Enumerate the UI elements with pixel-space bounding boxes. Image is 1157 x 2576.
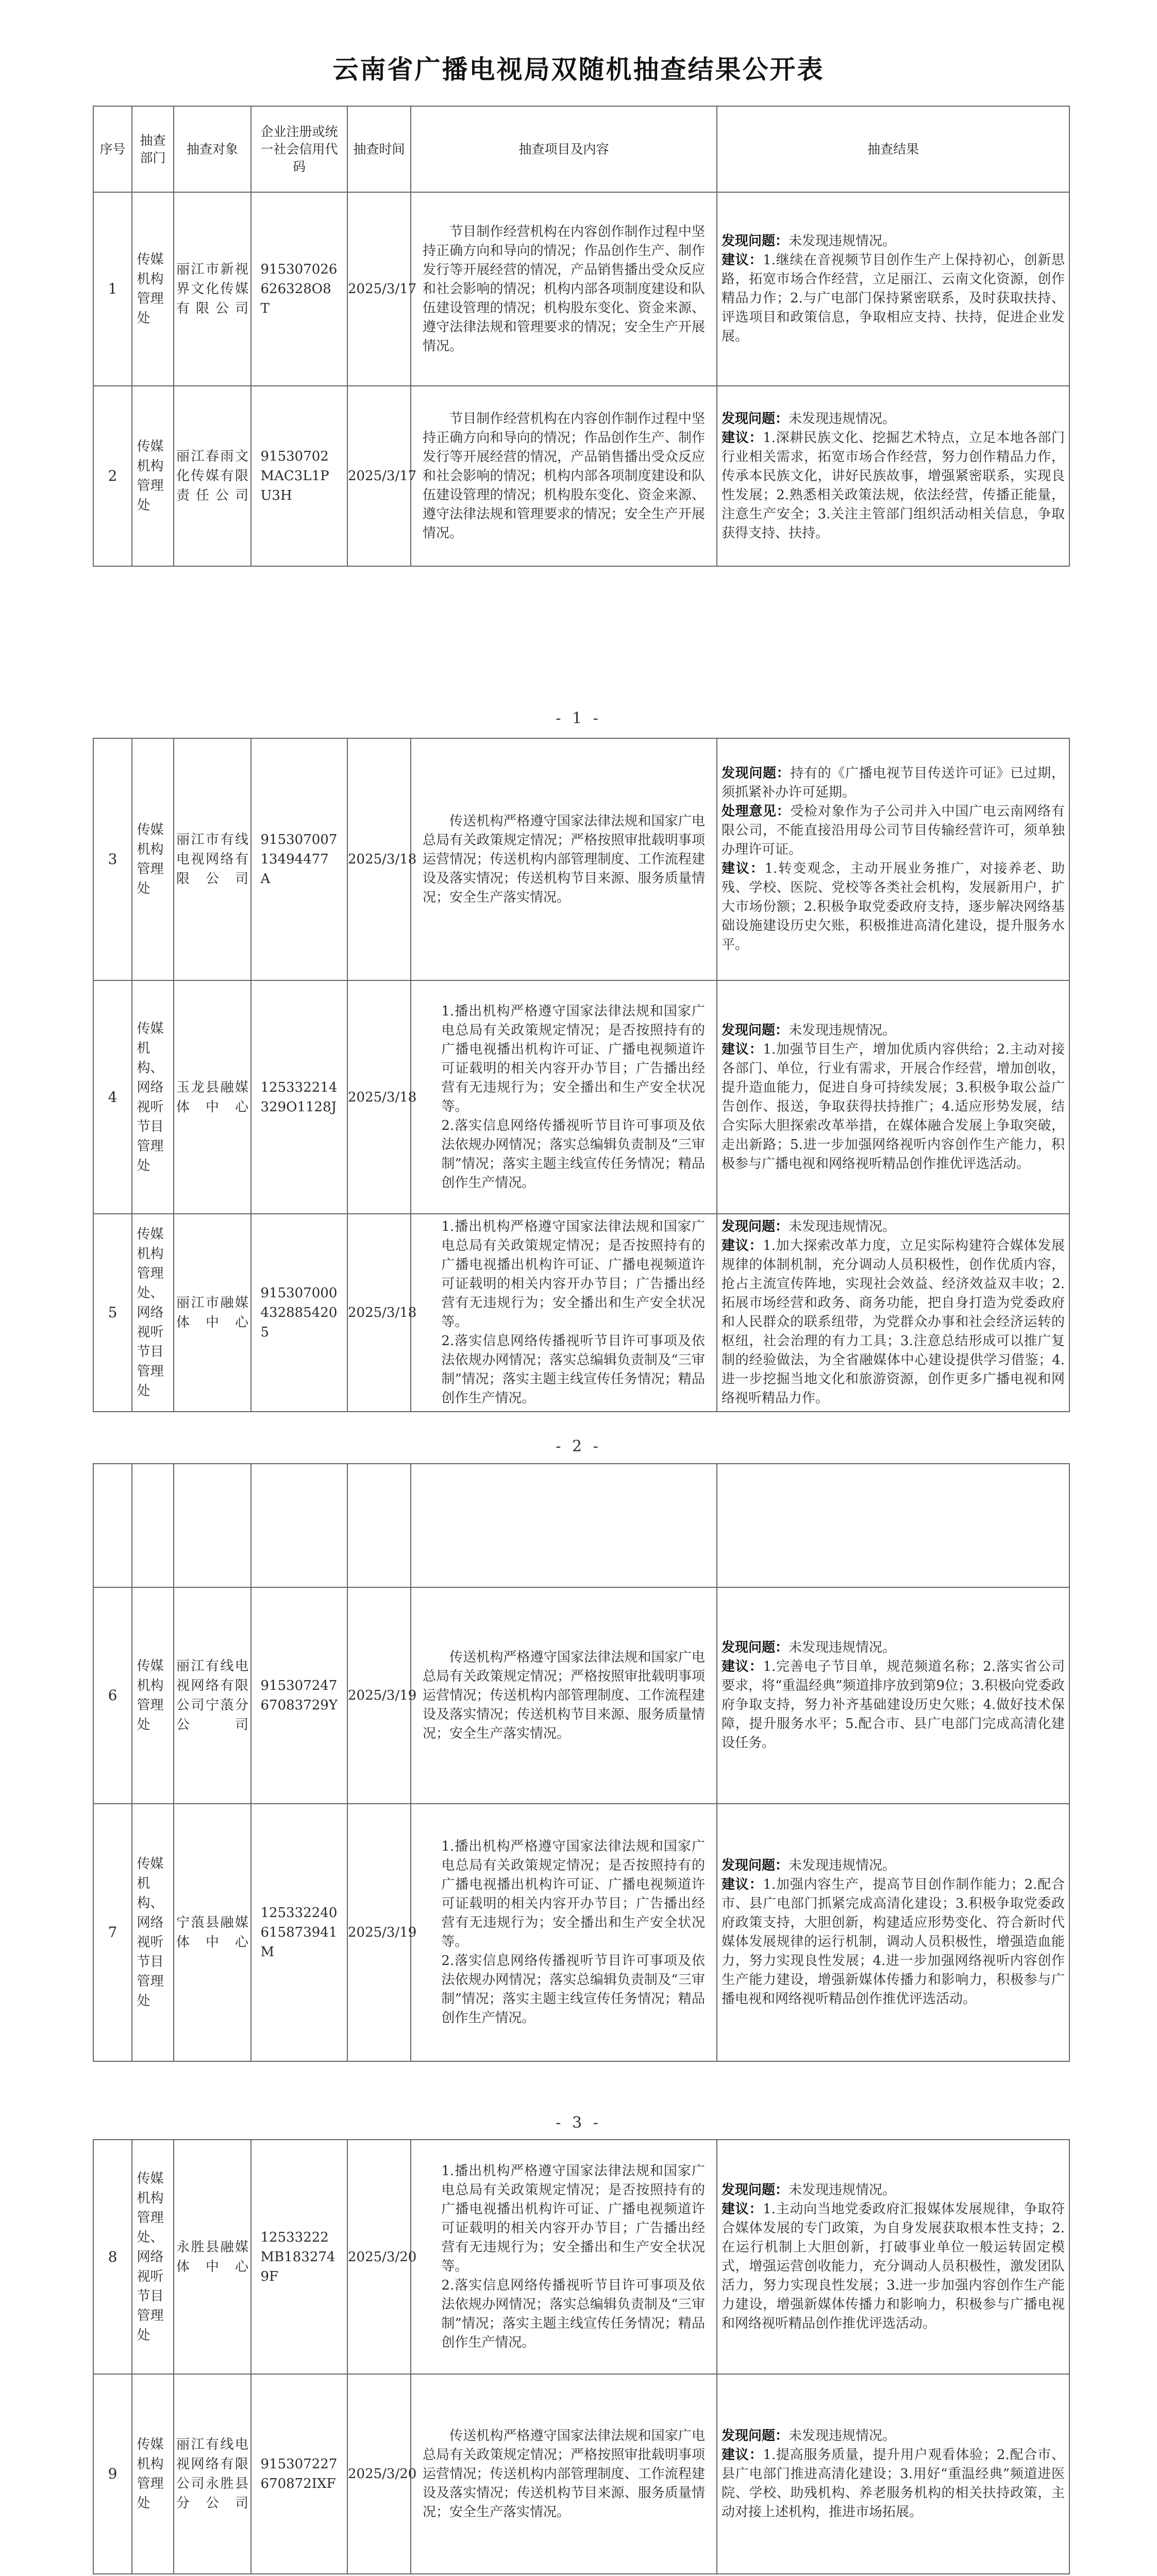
results-table [93, 1463, 1070, 2062]
row-seq: 7 [93, 1804, 132, 2061]
row-items: 节目制作经营机构在内容创作制作过程中坚持正确方向和导向的情况；作品创作生产、制作发行等开展经营的情况，产品销售播出受众反应和社会影响的情况；机构内部各项制度建设和队伍建设管理的情况；机构股东变化、资金来源、遵守法律法规和管理要求的情况；安全生产开展情况。 [411, 386, 717, 566]
row-code: 9153070004328854205 [251, 1214, 347, 1412]
suggest-text: 1.转变观念，主动开展业务推广，对接养老、助残、学校、医院、党校等各类社会机构，发展新用户，扩大市场份额；2.积极争取党委政府支持，逐步解决网络基础设施建设历史欠账，积极推进高清化建设，提升服务水平。 [722, 861, 1065, 953]
row-dept: 传媒机构管理处 [132, 2374, 174, 2574]
table-segment-4 [93, 2139, 1069, 2574]
row-seq: 6 [93, 1587, 132, 1804]
row-items: 传送机构严格遵守国家法律法规和国家广电总局有关政策规定情况；严格按照审批载明事项运营情况；传送机构内部管理制度、工作流程建设及落实情况；传送机构节目来源、服务质量情况；安全生产落实情况。 [411, 738, 717, 980]
page-number-2: - 2 - [556, 1437, 601, 1455]
table-row [93, 192, 1069, 386]
row-result [717, 1464, 1069, 1587]
suggest-text: 1.提高服务质量，提升用户观看体验；2.配合市、县广电部门推进高清化建设；3.用好“重温经典”频道进医院、学校、助残机构、养老服务机构的相关扶持政策，主动对接上述机构，推进市场拓展。 [722, 2447, 1065, 2520]
results-table [93, 738, 1070, 1412]
found-text: 持有的《广播电视节目传送许可证》已过期，须抓紧补办许可延期。 [722, 766, 1065, 800]
header-time: 抽查时间 [347, 106, 411, 192]
table-row [93, 1804, 1069, 2061]
row-items: 传送机构严格遵守国家法律法规和国家广电总局有关政策规定情况；严格按照审批载明事项运营情况；传送机构内部管理制度、工作流程建设及落实情况；传送机构节目来源、服务质量情况；安全生产落实情况。 [411, 1587, 717, 1804]
row-dept: 传媒机构管理处 [132, 386, 174, 566]
row-target: 永胜县融媒体中心 [174, 2140, 251, 2374]
row-seq: 3 [93, 738, 132, 980]
row-time: 2025/3/18 [347, 1214, 411, 1412]
row-result: 发现问题：未发现违规情况。 建议：1.深耕民族文化、挖掘艺术特点，立足本地各部门行业相关需求，拓宽市场合作经营，努力创作精品力作，传承本民族文化，讲好民族故事，增强紧密联系，实现良性发展；2.熟悉相关政策法规，依法经营，传播正能量，注意生产安全；3.关注主管部门组织活动相关信息，争取获得支持、扶持。 [717, 386, 1069, 566]
found-text: 未发现违规情况。 [789, 1219, 896, 1234]
found-text: 未发现违规情况。 [789, 2428, 896, 2444]
row-code [251, 1464, 347, 1587]
row-target: 丽江市有线电视网络有限公司 [174, 738, 251, 980]
row-dept: 传媒机构管理处 [132, 738, 174, 980]
row-target: 玉龙县融媒体中心 [174, 980, 251, 1214]
row-code: 915307227670872IXF [251, 2374, 347, 2574]
header-items: 抽查项目及内容 [411, 106, 717, 192]
row-target: 丽江有线电视网络有限公司宁蒗分公司 [174, 1587, 251, 1804]
row-seq: 9 [93, 2374, 132, 2574]
row-code: 125332240615873941M [251, 1804, 347, 2061]
row-dept: 传媒机构管理处 [132, 192, 174, 386]
header-seq: 序号 [93, 106, 132, 192]
header-result: 抽查结果 [717, 106, 1069, 192]
row-items: 节目制作经营机构在内容创作制作过程中坚持正确方向和导向的情况；作品创作生产、制作发行等开展经营的情况，产品销售播出受众反应和社会影响的情况；机构内部各项制度建设和队伍建设管理的情况；机构股东变化、资金来源、遵守法律法规和管理要求的情况；安全生产开展情况。 [411, 192, 717, 386]
found-text: 未发现违规情况。 [789, 233, 896, 249]
row-seq [93, 1464, 132, 1587]
suggest-text: 1.加大探索改革力度，立足实际构建符合媒体发展规律的体制机制，充分调动人员积极性，创作优质内容，抢占主流宣传阵地，实现社会效益、经济效益双丰收；2.拓展市场经营和政务、商务功能，把自身打造为党委政府和人民群众的联系纽带，为党群众办事和社会经济运转的枢纽，社会治理的有力工具；3.注意总结形成可以推广复制的经验做法，为全省融媒体中心建设提供学习借鉴；4.进一步挖掘当地文化和旅游资源，创作更多广播电视和网络视听精品力作。 [722, 1238, 1065, 1406]
table-row [93, 1464, 1069, 1587]
row-dept: 传媒机构、网络视听节目管理处 [132, 1804, 174, 2061]
row-items: 1.播出机构严格遵守国家法律法规和国家广电总局有关政策规定情况；是否按照持有的广播电视播出机构许可证、广播电视频道许可证载明的相关内容开办节目；广告播出经营有无违规行为；安全播出和生产安全状况等。 2.落实信息网络传播视听节目许可事项及依法依规办网情况；落实总编辑负责制及“三审制”情况；落实主题主线宣传任务情况；精品创作生产情况。 [411, 2140, 717, 2374]
found-text: 未发现违规情况。 [789, 1022, 896, 1038]
row-dept: 传媒机构管理处 [132, 1587, 174, 1804]
row-code: 125332214329O1128J [251, 980, 347, 1214]
table-row [93, 386, 1069, 566]
row-time: 2025/3/19 [347, 1804, 411, 2061]
row-code: 91530700713494477A [251, 738, 347, 980]
row-target: 宁蒗县融媒体中心 [174, 1804, 251, 2061]
row-seq: 2 [93, 386, 132, 566]
handling-text: 受检对象作为子公司并入中国广电云南网络有限公司，不能直接沿用母公司节目传输经营许可，须单独办理许可证。 [722, 804, 1065, 857]
table-row [93, 980, 1069, 1214]
table-row [93, 738, 1069, 980]
table-segment-2 [93, 738, 1069, 1412]
suggest-text: 1.加强节目生产，增加优质内容供给；2.主动对接各部门、单位，行业有需求，开展合作经营，增加创收，提升造血能力，促进自身可持续发展；3.积极争取公益广告创作、报送，争取获得扶持推广；4.适应形势发展，结合实际大胆探索改革举措，在媒体融合发展上争取突破，走出新路；5.进一步加强网络视听内容创作生产能力，积极参与广播电视和网络视听精品创作推优评选活动。 [722, 1041, 1065, 1172]
row-result: 发现问题：未发现违规情况。 建议：1.完善电子节目单，规范频道名称；2.落实省公司要求，将“重温经典”频道排序放到第9位；3.积极向党委政府争取支持，努力补齐基础建设历史欠账；4.做好技术保障，提升服务水平；5.配合市、县广电部门完成高清化建设任务。 [717, 1587, 1069, 1804]
row-items: 传送机构严格遵守国家法律法规和国家广电总局有关政策规定情况；严格按照审批载明事项运营情况；传送机构内部管理制度、工作流程建设及落实情况；传送机构节目来源、服务质量情况；安全生产落实情况。 [411, 2374, 717, 2574]
document-title: 云南省广播电视局双随机抽查结果公开表 [332, 54, 825, 84]
row-time: 2025/3/18 [347, 738, 411, 980]
suggest-text: 1.深耕民族文化、挖掘艺术特点，立足本地各部门行业相关需求，拓宽市场合作经营，努力创作精品力作，传承本民族文化，讲好民族故事，增强紧密联系，实现良性发展；2.熟悉相关政策法规，依法经营，传播正能量，注意生产安全；3.关注主管部门组织活动相关信息，争取获得支持、扶持。 [722, 430, 1065, 541]
row-seq: 8 [93, 2140, 132, 2374]
row-target [174, 1464, 251, 1587]
results-table [93, 106, 1070, 567]
row-time: 2025/3/20 [347, 2374, 411, 2574]
table-row [93, 1587, 1069, 1804]
row-result: 发现问题：持有的《广播电视节目传送许可证》已过期，须抓紧补办许可延期。 处理意见：受检对象作为子公司并入中国广电云南网络有限公司，不能直接沿用母公司节目传输经营许可，须单独办理许可证。 建议：1.转变观念，主动开展业务推广，对接养老、助残、学校、医院、党校等各类社会机构，发展新用户，扩大市场份额；2.积极争取党委政府支持，逐步解决网络基础设施建设历史欠账，积极推进高清化建设，提升服务水平。 [717, 738, 1069, 980]
suggest-text: 1.完善电子节目单，规范频道名称；2.落实省公司要求，将“重温经典”频道排序放到第9位；3.积极向党委政府争取支持，努力补齐基础建设历史欠账；4.做好技术保障，提升服务水平；5.配合市、县广电部门完成高清化建设任务。 [722, 1659, 1065, 1751]
row-time [347, 1464, 411, 1587]
row-result: 发现问题：未发现违规情况。 建议：1.加大探索改革力度，立足实际构建符合媒体发展规律的体制机制，充分调动人员积极性，创作优质内容，抢占主流宣传阵地，实现社会效益、经济效益双丰收；2.拓展市场经营和政务、商务功能，把自身打造为党委政府和人民群众的联系纽带，为党群众办事和社会经济运转的枢纽，社会治理的有力工具；3.注意总结形成可以推广复制的经验做法，为全省融媒体中心建设提供学习借鉴；4.进一步挖掘当地文化和旅游资源，创作更多广播电视和网络视听精品力作。 [717, 1214, 1069, 1412]
row-result: 发现问题：未发现违规情况。 建议：1.加强内容生产，提高节目创作制作能力；2.配合市、县广电部门抓紧完成高清化建设；3.积极争取党委政府政策支持，大胆创新，构建适应形势变化、符合新时代媒体发展规律的运行机制，调动人员积极性，增强造血能力，努力实现良性发展；4.进一步加强网络视听内容创作生产能力建设，增强新媒体传播力和影响力，积极参与广播电视和网络视听精品创作推优评选活动。 [717, 1804, 1069, 2061]
row-time: 2025/3/19 [347, 1587, 411, 1804]
row-target: 丽江春雨文化传媒有限责任公司 [174, 386, 251, 566]
suggest-text: 1.主动向当地党委政府汇报媒体发展规律，争取符合媒体发展的专门政策，为自身发展获取根本性支持；2.在运行机制上大胆创新，打破事业单位一般运转固定模式，增强运营创收能力，充分调动人员积极性，激发团队活力，努力实现良性发展；3.进一步加强内容创作生产能力建设，增强新媒体传播力和影响力，积极参与广播电视和网络视听精品创作推优评选活动。 [722, 2201, 1065, 2331]
row-code: 12533222MB1832749F [251, 2140, 347, 2374]
page-number-3: - 3 - [556, 2114, 601, 2132]
row-target: 丽江有线电视网络有限公司永胜县分公司 [174, 2374, 251, 2574]
suggest-text: 1.继续在音视频节目创作生产上保持初心，创新思路，拓宽市场合作经营，立足丽江、云南文化资源，创作精品力作；2.与广电部门保持紧密联系，及时获取扶持、评选项目和政策信息，争取相应支持、扶持，促进企业发展。 [722, 252, 1065, 344]
row-dept: 传媒机构、网络视听节目管理处 [132, 980, 174, 1214]
row-result: 发现问题：未发现违规情况。 建议：1.继续在音视频节目创作生产上保持初心，创新思路，拓宽市场合作经营，立足丽江、云南文化资源，创作精品力作；2.与广电部门保持紧密联系，及时获取扶持、评选项目和政策信息，争取相应支持、扶持，促进企业发展。 [717, 192, 1069, 386]
row-items: 1.播出机构严格遵守国家法律法规和国家广电总局有关政策规定情况；是否按照持有的广播电视播出机构许可证、广播电视频道许可证载明的相关内容开办节目；广告播出经营有无违规行为；安全播出和生产安全状况等。 2.落实信息网络传播视听节目许可事项及依法依规办网情况；落实总编辑负责制及“三审制”情况；落实主题主线宣传任务情况；精品创作生产情况。 [411, 1214, 717, 1412]
row-target: 丽江市新视界文化传媒有限公司 [174, 192, 251, 386]
header-code: 企业注册或统一社会信用代码 [251, 106, 347, 192]
row-seq: 4 [93, 980, 132, 1214]
table-segment-3 [93, 1463, 1069, 2062]
row-time: 2025/3/20 [347, 2140, 411, 2374]
header-target: 抽查对象 [174, 106, 251, 192]
row-time: 2025/3/17 [347, 386, 411, 566]
row-dept [132, 1464, 174, 1587]
row-items: 1.播出机构严格遵守国家法律法规和国家广电总局有关政策规定情况；是否按照持有的广播电视播出机构许可证、广播电视频道许可证载明的相关内容开办节目；广告播出经营有无违规行为；安全播出和生产安全状况等。 2.落实信息网络传播视听节目许可事项及依法依规办网情况；落实总编辑负责制及“三审制”情况；落实主题主线宣传任务情况；精品创作生产情况。 [411, 1804, 717, 2061]
table-row [93, 2374, 1069, 2574]
row-seq: 1 [93, 192, 132, 386]
found-text: 未发现违规情况。 [789, 411, 896, 427]
row-code: 915307026626328O8T [251, 192, 347, 386]
header-dept: 抽查部门 [132, 106, 174, 192]
row-items: 1.播出机构严格遵守国家法律法规和国家广电总局有关政策规定情况；是否按照持有的广播电视播出机构许可证、广播电视频道许可证载明的相关内容开办节目；广告播出经营有无违规行为；安全播出和生产安全状况等。 2.落实信息网络传播视听节目许可事项及依法依规办网情况；落实总编辑负责制及“三审制”情况；落实主题主线宣传任务情况；精品创作生产情况。 [411, 980, 717, 1214]
row-result: 发现问题：未发现违规情况。 建议：1.提高服务质量，提升用户观看体验；2.配合市、县广电部门推进高清化建设；3.用好“重温经典”频道进医院、学校、助残机构、养老服务机构的相关扶持政策，主动对接上述机构，推进市场拓展。 [717, 2374, 1069, 2574]
row-dept: 传媒机构管理处、网络视听节目管理处 [132, 1214, 174, 1412]
row-seq: 5 [93, 1214, 132, 1412]
row-time: 2025/3/17 [347, 192, 411, 386]
table-header-row [93, 106, 1069, 192]
row-dept: 传媒机构管理处、网络视听节目管理处 [132, 2140, 174, 2374]
found-text: 未发现违规情况。 [789, 2182, 896, 2198]
table-segment-1 [93, 106, 1069, 567]
table-row [93, 1214, 1069, 1412]
row-time: 2025/3/18 [347, 980, 411, 1214]
table-row [93, 2140, 1069, 2374]
row-result: 发现问题：未发现违规情况。 建议：1.主动向当地党委政府汇报媒体发展规律，争取符合媒体发展的专门政策，为自身发展获取根本性支持；2.在运行机制上大胆创新，打破事业单位一般运转固定模式，增强运营创收能力，充分调动人员积极性，激发团队活力，努力实现良性发展；3.进一步加强内容创作生产能力建设，增强新媒体传播力和影响力，积极参与广播电视和网络视听精品创作推优评选活动。 [717, 2140, 1069, 2374]
suggest-text: 1.加强内容生产，提高节目创作制作能力；2.配合市、县广电部门抓紧完成高清化建设；3.积极争取党委政府政策支持，大胆创新，构建适应形势变化、符合新时代媒体发展规律的运行机制，调动人员积极性，增强造血能力，努力实现良性发展；4.进一步加强网络视听内容创作生产能力建设，增强新媒体传播力和影响力，积极参与广播电视和网络视听精品创作推优评选活动。 [722, 1877, 1065, 2007]
row-target: 丽江市融媒体中心 [174, 1214, 251, 1412]
page-number-1: - 1 - [556, 709, 601, 727]
found-text: 未发现违规情况。 [789, 1858, 896, 1873]
found-text: 未发现违规情况。 [789, 1640, 896, 1655]
results-table [93, 2139, 1070, 2574]
row-result: 发现问题：未发现违规情况。 建议：1.加强节目生产，增加优质内容供给；2.主动对接各部门、单位，行业有需求，开展合作经营，增加创收，提升造血能力，促进自身可持续发展；3.积极争取公益广告创作、报送，争取获得扶持推广；4.适应形势发展，结合实际大胆探索改革举措，在媒体融合发展上争取突破，走出新路；5.进一步加强网络视听内容创作生产能力，积极参与广播电视和网络视听精品创作推优评选活动。 [717, 980, 1069, 1214]
row-items [411, 1464, 717, 1587]
row-code: 91530702MAC3L1PU3H [251, 386, 347, 566]
row-code: 91530724767083729Y [251, 1587, 347, 1804]
